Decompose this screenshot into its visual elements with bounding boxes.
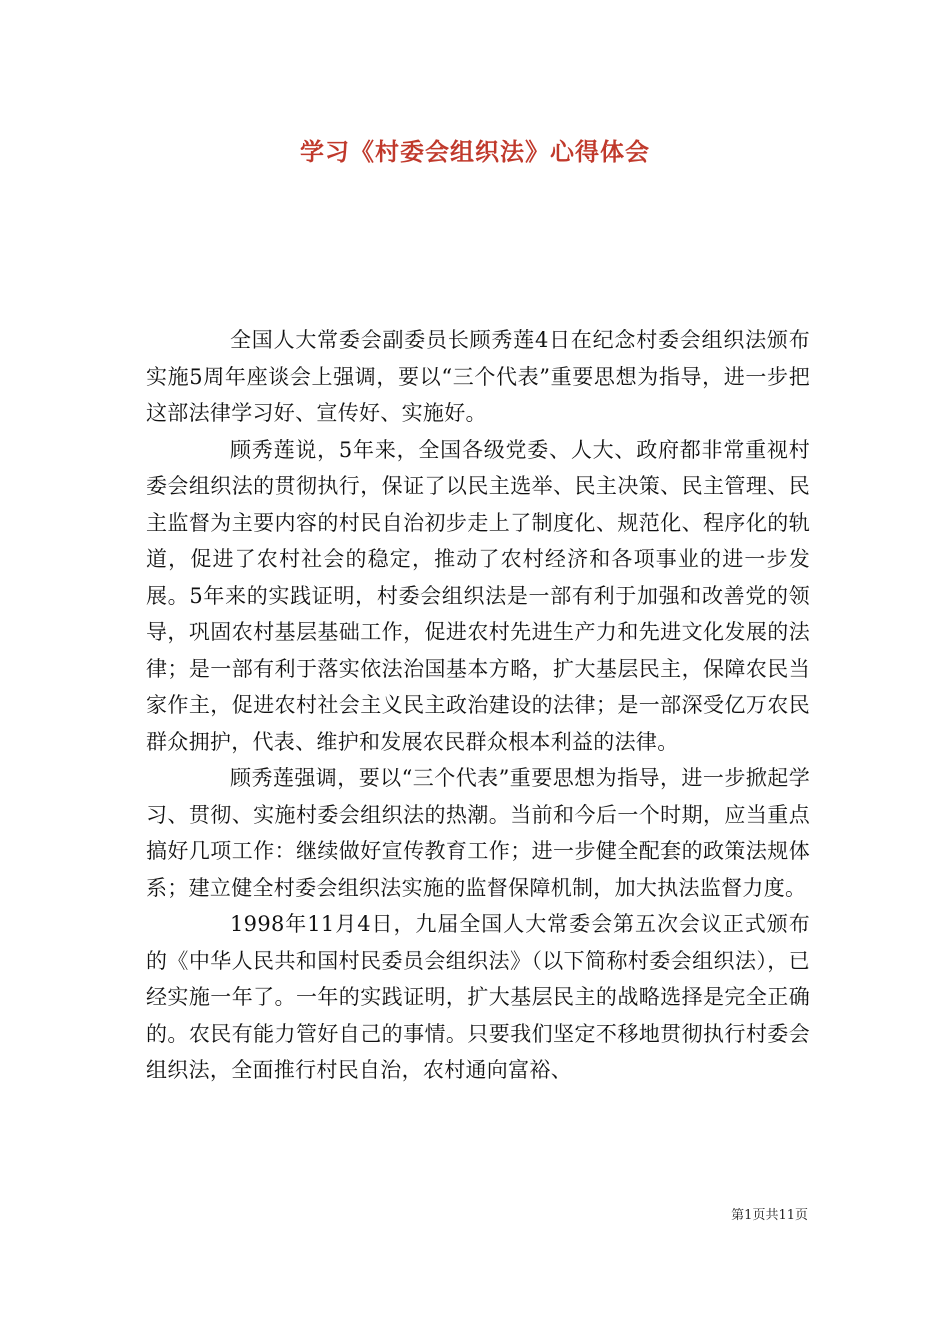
paragraph-2: 顾秀莲说，5年来，全国各级党委、人大、政府都非常重视村委会组织法的贯彻执行，保证了以民主选举、民主决策、民主管理、民主监督为主要内容的村民自治初步走上了制度化、规范化、程序化的轨道，促进了农村社会的稳定，推动了农村经济和各项事业的进一步发展。5年来的实践证明，村委会组织法是一部有利于加强和改善党的领导，巩固农村基层基础工作，促进农村先进生产力和先进文化发展的法律；是一部有利于落实依法治国基本方略，扩大基层民主，保障农民当家作主，促进农村社会主义民主政治建设的法律；是一部深受亿万农民群众拥护，代表、维护和发展农民群众根本利益的法律。 bbox=[146, 437, 810, 754]
paragraph-4: 1998年11月4日，九届全国人大常委会第五次会议正式颁布的《中华人民共和国村民委员会组织法》（以下简称村委会组织法），已经实施一年了。一年的实践证明，扩大基层民主的战略选择是完全正确的。农民有能力管好自己的事情。只要我们坚定不移地贯彻执行村委会组织法，全面推行村民自治，农村通向富裕、 bbox=[146, 912, 810, 1082]
document-title: 学习《村委会组织法》心得体会 bbox=[300, 137, 650, 166]
paragraph-3: 顾秀莲强调，要以“三个代表”重要思想为指导，进一步掀起学习、贯彻、实施村委会组织法的热潮。当前和今后一个时期，应当重点搞好几项工作：继续做好宣传教育工作；进一步健全配套的政策法规体系；建立健全村委会组织法实施的监督保障机制，加大执法监督力度。 bbox=[146, 766, 810, 900]
page-number-footer: 第1页共11页 bbox=[731, 1208, 808, 1223]
paragraph-1: 全国人大常委会副委员长顾秀莲4日在纪念村委会组织法颁布实施5周年座谈会上强调，要以“三个代表”重要思想为指导，进一步把这部法律学习好、宣传好、实施好。 bbox=[146, 328, 810, 425]
document-body bbox=[146, 322, 810, 1089]
